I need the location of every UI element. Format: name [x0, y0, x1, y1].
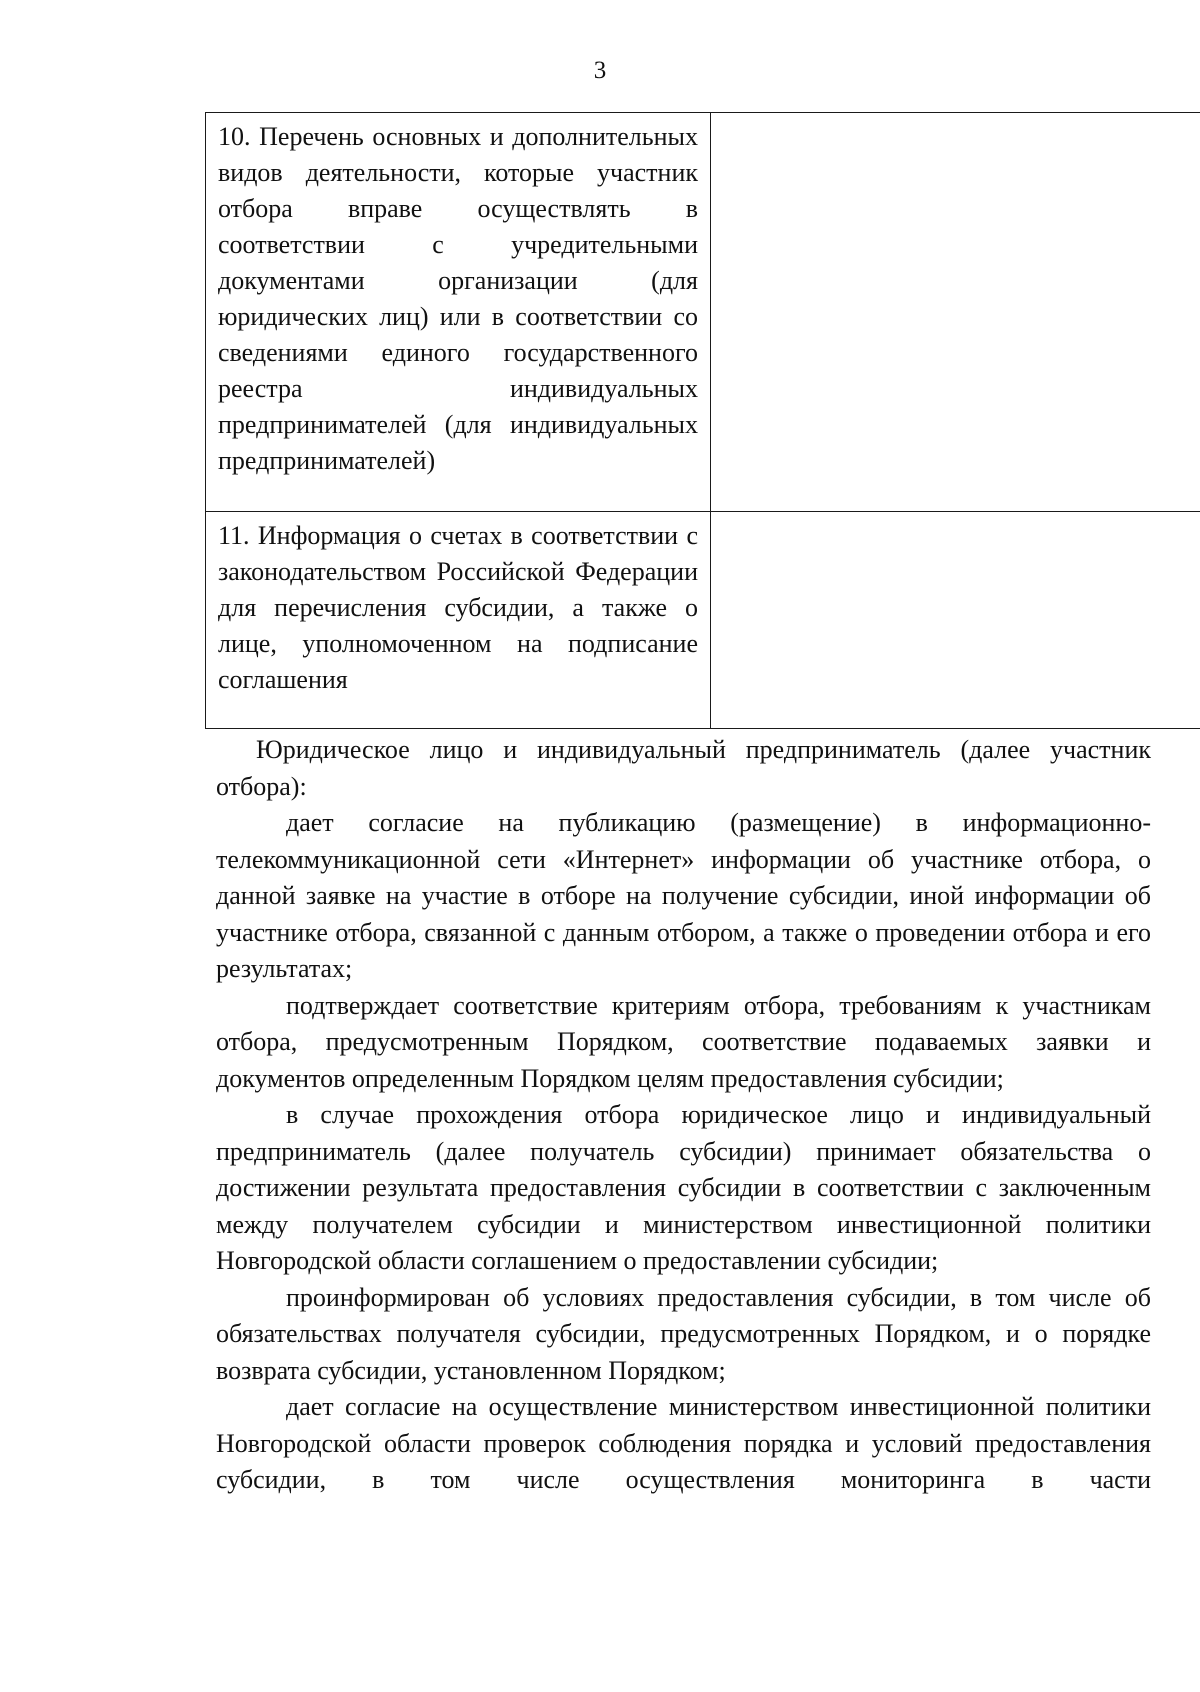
paragraph-obligations: в случае прохождения отбора юридическое лицо и индивидуальный предприниматель (далее получатель субсидии) принимает обязательства о достижении результата предоставления субсидии в соответствии с заключенным между получателем субсидии и министерством инвестиционной политики Новгородской области соглашением о предоставлении субсидии; [216, 1100, 1151, 1275]
row-label-activities: 10. Перечень основных и дополнительных видов деятельности, которые участник отбора вправе осуществлять в соответствии с учредительными документами организации (для юридических лиц) или в соответствии со сведениями единого государственного реестра индивидуальных предпринимателей (для индивидуальных предпринимателей) [206, 113, 711, 512]
paragraph-criteria-confirmation: подтверждает соответствие критериям отбора, требованиям к участникам отбора, предусмотренным Порядком, соответствие подаваемых заявки и документов определенным Порядком целям предоставления субсидии; [216, 990, 1151, 1093]
paragraph-informed: проинформирован об условиях предоставления субсидии, в том числе об обязательствах получателя субсидии, предусмотренных Порядком, и о порядке возврата субсидии, установленном Порядком; [216, 1282, 1151, 1385]
table-row [206, 512, 1200, 729]
page-number: 3 [593, 57, 607, 84]
row-value-activities [711, 113, 1200, 512]
paragraph-intro: Юридическое лицо и индивидуальный предприниматель (далее участник отбора): [216, 735, 1151, 801]
application-info-table [205, 112, 1200, 729]
row-value-accounts [711, 512, 1200, 729]
body-text [216, 732, 1151, 1499]
row-label-accounts: 11. Информация о счетах в соответствии с законодательством Российской Федерации для перечисления субсидии, а также о лице, уполномоченном на подписание соглашения [206, 512, 711, 729]
table-row [206, 113, 1200, 512]
paragraph-publication-consent: дает согласие на публикацию (размещение) в информационно-телекоммуникационной сети «Интернет» информации об участнике отбора, о данной заявке на участие в отборе на получение субсидии, иной информации об участнике отбора, связанной с данным отбором, а также о проведении отбора и его результатах; [216, 808, 1151, 983]
paragraph-inspection-consent: дает согласие на осуществление министерством инвестиционной политики Новгородской области проверок соблюдения порядка и условий предоставления субсидии, в том числе осуществления мониторинга в части [216, 1392, 1151, 1494]
